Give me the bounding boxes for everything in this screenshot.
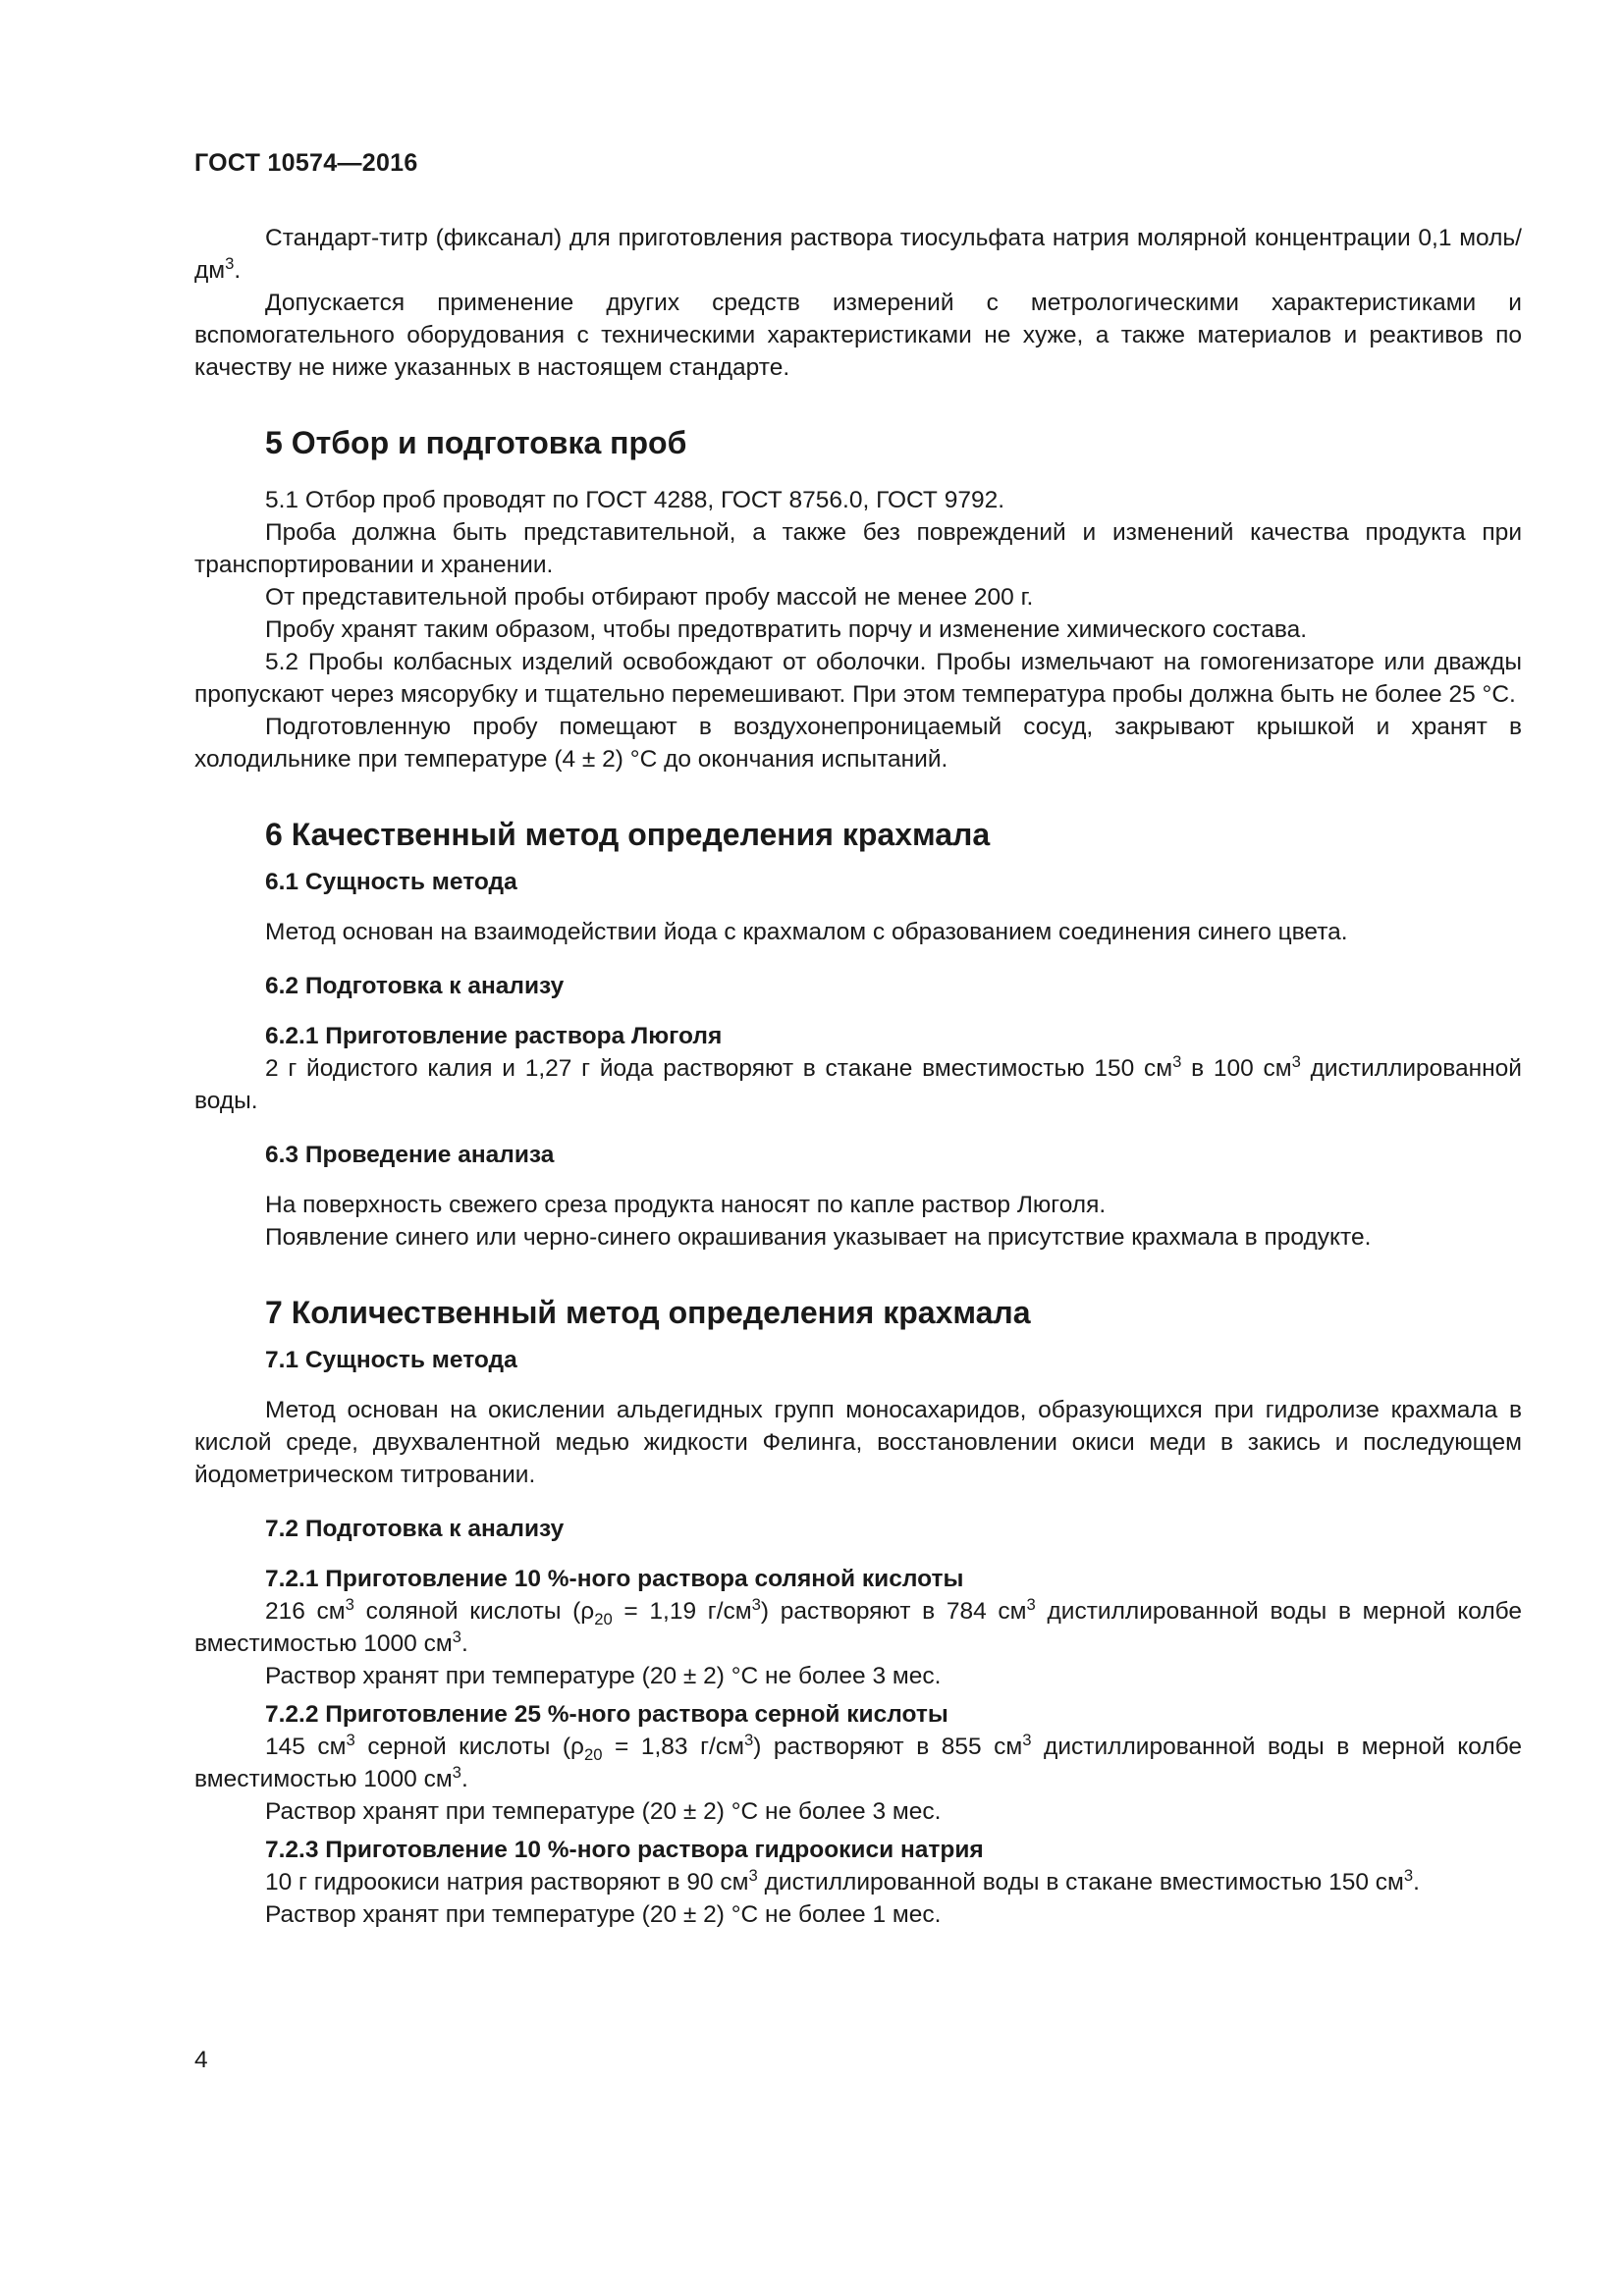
superscript: 3 — [346, 1730, 355, 1749]
text: . — [460, 1766, 468, 1792]
paragraph-5-1: 5.1 Отбор проб проводят по ГОСТ 4288, ГОСТ 8756.0, ГОСТ 9792. — [265, 487, 1005, 513]
paragraph-6-2-1 — [194, 1052, 1522, 1117]
subsection-6-2-1-title: 6.2.1 Приготовление раствора Люголя — [265, 1023, 723, 1049]
text: . — [460, 1630, 468, 1657]
paragraph: Раствор хранят при температуре (20 ± 2) °С не более 3 мес. — [265, 1663, 942, 1689]
text: 145 см — [265, 1734, 347, 1760]
text: дистиллированной воды в мерной колбе вместимостью 1000 см — [194, 1598, 1523, 1657]
superscript: 3 — [1026, 1594, 1036, 1614]
text: 10 г гидроокиси натрия растворяют в 90 см — [265, 1869, 749, 1896]
paragraph: Раствор хранят при температуре (20 ± 2) °С не более 3 мес. — [265, 1798, 942, 1825]
subsection-7-2-2-title: 7.2.2 Приготовление 25 %-ного раствора серной кислоты — [265, 1701, 948, 1728]
paragraph-7-1: Метод основан на окислении альдегидных групп моносахаридов, образующихся при гидролизе крахмала в кислой среде, двухвалентной медью жидкости Фелинга, восстановлении окиси меди в закись и последующем йодометрическом титровании. — [194, 1397, 1522, 1488]
text: = 1,19 г/см — [612, 1598, 752, 1625]
paragraph: Подготовленную пробу помещают в воздухонепроницаемый сосуд, закрывают крышкой и хранят в холодильнике при температуре (4 ± 2) °С до окончания испытаний. — [194, 714, 1522, 773]
subsection-6-1-title: 6.1 Сущность метода — [265, 869, 517, 895]
paragraph: Появление синего или черно-синего окрашивания указывает на присутствие крахмала в продукте. — [265, 1224, 1372, 1251]
document-body — [194, 222, 1522, 1931]
section-5-title: 5 Отбор и подготовка проб — [265, 425, 687, 460]
superscript: 3 — [743, 1730, 754, 1749]
paragraph-7-2-1 — [194, 1595, 1522, 1660]
text: . — [1413, 1869, 1420, 1896]
subsection-6-3-title: 6.3 Проведение анализа — [265, 1142, 555, 1168]
superscript: 3 — [1172, 1051, 1182, 1071]
superscript: 3 — [1403, 1865, 1414, 1885]
text: ) растворяют в 855 см — [753, 1734, 1023, 1760]
superscript: 3 — [452, 1627, 461, 1646]
text: ) растворяют в 784 см — [760, 1598, 1027, 1625]
text: = 1,83 г/см — [602, 1734, 744, 1760]
subsection-7-2-title: 7.2 Подготовка к анализу — [265, 1516, 565, 1542]
subsection-7-2-3-title: 7.2.3 Приготовление 10 %-ного раствора гидроокиси натрия — [265, 1837, 984, 1863]
page-number: 4 — [194, 2047, 208, 2073]
superscript: 3 — [748, 1865, 758, 1885]
superscript: 3 — [1022, 1730, 1032, 1749]
paragraph: Пробу хранят таким образом, чтобы предотвратить порчу и изменение химического состава. — [265, 616, 1308, 643]
section-6-title: 6 Качественный метод определения крахмала — [265, 817, 991, 852]
text: серной кислоты (ρ — [354, 1734, 584, 1760]
superscript: 3 — [345, 1594, 354, 1614]
superscript: 3 — [225, 253, 235, 273]
intro-paragraph-1 — [194, 222, 1522, 287]
subsection-7-2-1-title: 7.2.1 Приготовление 10 %-ного раствора соляной кислоты — [265, 1566, 964, 1592]
superscript: 3 — [1291, 1051, 1301, 1071]
paragraph: От представительной пробы отбирают пробу массой не менее 200 г. — [265, 584, 1034, 611]
paragraph-7-2-3 — [194, 1866, 1522, 1898]
paragraph-7-2-2 — [194, 1731, 1522, 1795]
text: в 100 см — [1181, 1055, 1292, 1082]
intro-paragraph-2: Допускается применение других средств измерений с метрологическими характеристиками и вспомогательного оборудования с техническими характеристиками не хуже, а также материалов и реактивов по качеству не ниже указанных в настоящем стандарте. — [194, 290, 1522, 381]
paragraph: Раствор хранят при температуре (20 ± 2) °С не более 1 мес. — [265, 1901, 942, 1928]
superscript: 3 — [452, 1762, 461, 1782]
paragraph: Проба должна быть представительной, а также без повреждений и изменений качества продукта при транспортировании и хранении. — [194, 519, 1522, 578]
document-header: ГОСТ 10574—2016 — [194, 149, 418, 177]
text: 2 г йодистого калия и 1,27 г йода растворяют в стакане вместимостью 150 см — [265, 1055, 1173, 1082]
subscript: 20 — [594, 1609, 613, 1629]
paragraph: На поверхность свежего среза продукта наносят по капле раствор Люголя. — [265, 1192, 1107, 1218]
superscript: 3 — [751, 1594, 761, 1614]
paragraph-5-2: 5.2 Пробы колбасных изделий освобождают от оболочки. Пробы измельчают на гомогенизаторе или дважды пропускают через мясорубку и тщательно перемешивают. При этом температура пробы должна быть не более 25 °С. — [194, 649, 1522, 708]
subsection-6-2-title: 6.2 Подготовка к анализу — [265, 973, 565, 999]
text: . — [234, 257, 242, 284]
text: дистиллированной воды в мерной колбе вместимостью 1000 см — [194, 1734, 1523, 1792]
text: Стандарт-титр (фиксанал) для приготовления раствора тиосульфата натрия молярной концентрации 0,1 моль/дм — [194, 225, 1522, 284]
paragraph-6-1: Метод основан на взаимодействии йода с крахмалом с образованием соединения синего цвета. — [265, 919, 1348, 945]
section-7-title: 7 Количественный метод определения крахмала — [265, 1295, 1031, 1330]
text: соляной кислоты (ρ — [353, 1598, 595, 1625]
text: дистиллированной воды. — [194, 1055, 1522, 1114]
text: дистиллированной воды в стакане вместимостью 150 см — [757, 1869, 1404, 1896]
subsection-7-1-title: 7.1 Сущность метода — [265, 1347, 517, 1373]
subscript: 20 — [583, 1744, 603, 1764]
text: 216 см — [265, 1598, 346, 1625]
